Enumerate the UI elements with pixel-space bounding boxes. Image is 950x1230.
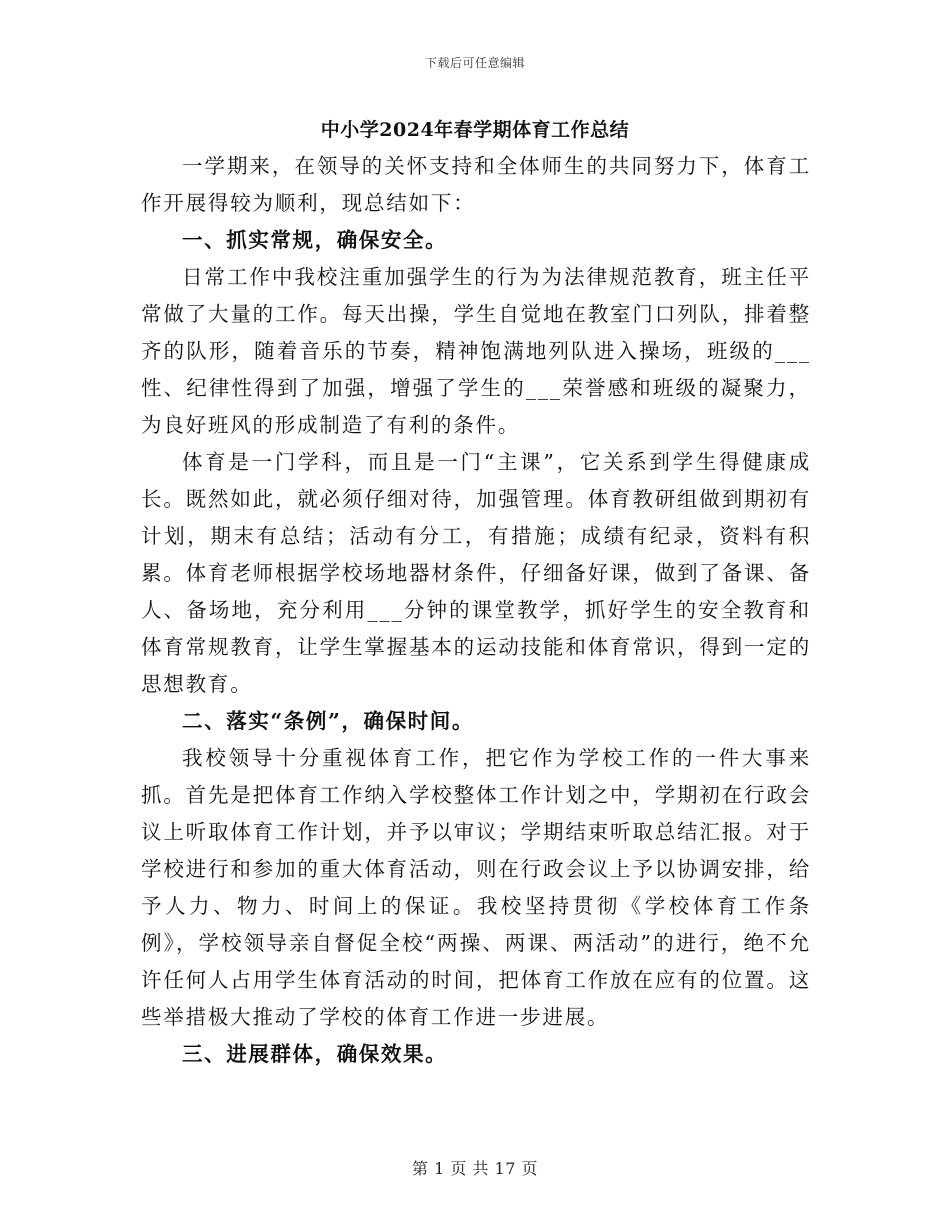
section-heading-2: 二、落实“条例”，确保时间。 [182,709,474,733]
section-heading-1: 一、抓实常规，确保安全。 [182,228,448,252]
section-heading-3: 三、进展群体，确保效果。 [182,1042,448,1066]
body-paragraph: 我校领导十分重视体育工作，把它作为学校工作的一件大事来抓。首先是把体育工作纳入学校整体工作计划之中，学期初在行政会议上听取体育工作计划，并予以审议；学期结束听取总结汇报。对于学校进行和参加的重大体育活动，则在行政会议上予以协调安排，给予人力、物力、时间上的保证。我校坚持贯彻《学校体育工作条例》，学校领导亲自督促全校“两操、两课、两活动”的进行，绝不允许任何人占用学生体育活动的时间，把体育工作放在应有的位置。这些举措极大推动了学校的体育工作进一步进展。 [141,746,811,1029]
header-note: 下载后可任意编辑 [424,56,525,70]
body-paragraph: 日常工作中我校注重加强学生的行为为法律规范教育，班主任平常做了大量的工作。每天出操，学生自觉地在教室门口列队，排着整齐的队形，随着音乐的节奏，精神饱满地列队进入操场，班级的___性、纪律性得到了加强，增强了学生的___荣誉感和班级的凝聚力，为良好班风的形成制造了有利的条件。 [141,265,811,437]
page-footer: 第 1 页 共 17 页 [412,1159,538,1178]
document-body [141,148,811,1073]
intro-paragraph: 一学期来，在领导的关怀支持和全体师生的共同努力下，体育工作开展得较为顺利，现总结如下： [141,154,811,215]
body-paragraph: 体育是一门学科，而且是一门“主课”，它关系到学生得健康成长。既然如此，就必须仔细对待，加强管理。体育教研组做到期初有计划，期末有总结；活动有分工，有措施；成绩有纪录，资料有积累。体育老师根据学校场地器材条件，仔细备好课，做到了备课、备人、备场地，充分利用___分钟的课堂教学，抓好学生的安全教育和体育常规教育，让学生掌握基本的运动技能和体育常识，得到一定的思想教育。 [141,450,811,696]
document-title: 中小学2024年春学期体育工作总结 [320,119,630,141]
